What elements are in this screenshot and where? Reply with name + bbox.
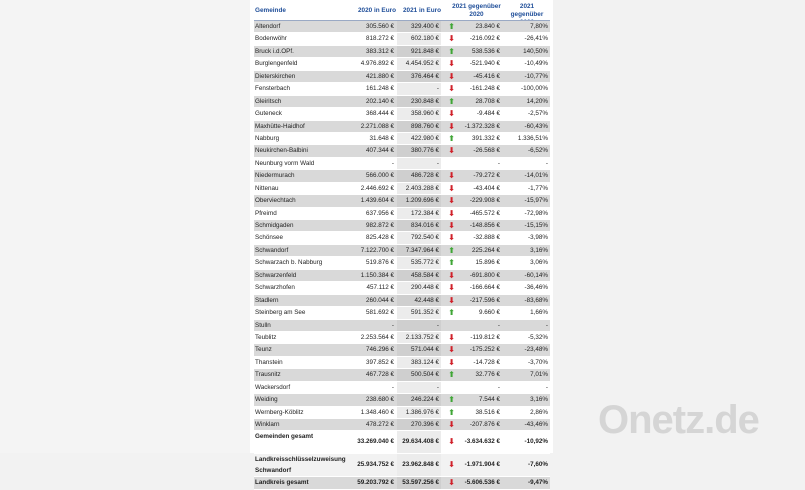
cell-diff: -43.404 € xyxy=(473,184,500,192)
cell-2020: 2.271.088 € xyxy=(360,122,394,130)
cell-2020: 637.956 € xyxy=(365,209,394,217)
cell-2020: 383.312 € xyxy=(365,47,394,55)
table-row xyxy=(254,320,550,332)
header-2020: 2020 in Euro xyxy=(357,7,396,14)
table-row xyxy=(254,220,550,232)
right-margin xyxy=(553,0,805,453)
table-row xyxy=(254,245,550,257)
cell-pct: 1,66% xyxy=(530,309,548,317)
cell-name: Teunz xyxy=(255,346,272,354)
cell-diff: -217.596 € xyxy=(469,296,500,304)
cell-2021: 602.180 € xyxy=(410,35,439,43)
cell-pct: -15,97% xyxy=(524,197,548,205)
cell-name: Wernberg-Köblitz xyxy=(255,408,304,416)
cell-2020: 2.253.564 € xyxy=(360,333,394,341)
cell-diff: -26.568 € xyxy=(473,147,500,155)
cell-pct: -60,43% xyxy=(524,122,548,130)
cell-pct: -10,92% xyxy=(524,438,548,446)
cell-2020: 305.560 € xyxy=(365,23,394,30)
arrow-down-icon: ⬇ xyxy=(448,171,455,181)
table-row xyxy=(254,477,550,489)
cell-name: Weiding xyxy=(255,396,278,404)
cell-name: Stadlern xyxy=(255,296,279,304)
cell-name: Winklarn xyxy=(255,421,280,428)
cell-pct: -43,46% xyxy=(524,421,548,428)
cell-diff: -465.572 € xyxy=(469,209,500,217)
cell-2020: 397.852 € xyxy=(365,358,394,366)
cell-2021: 383.124 € xyxy=(410,358,439,366)
cell-2020: 818.272 € xyxy=(365,35,394,43)
cell-2021: 1.209.696 € xyxy=(397,195,441,206)
cell-2021: - xyxy=(436,159,439,167)
cell-2020: 407.344 € xyxy=(365,147,394,155)
arrow-up-icon: ⬆ xyxy=(448,46,455,56)
cell-pct: 3,16% xyxy=(530,246,548,254)
cell-pct: 140,50% xyxy=(523,47,548,55)
cell-2021: 23.962.848 € xyxy=(402,461,439,469)
cell-name: Fensterbach xyxy=(255,85,291,93)
cell-diff: 391.332 € xyxy=(471,134,500,142)
cell-2020: 238.680 € xyxy=(365,396,394,404)
table-row xyxy=(254,21,550,33)
table-row xyxy=(254,407,550,419)
header-diff: 2021 gegenüber 2020 xyxy=(452,3,501,18)
table-row xyxy=(254,96,550,108)
cell-diff: -175.252 € xyxy=(469,346,500,354)
cell-2020: 1.150.384 € xyxy=(360,271,394,279)
cell-name: Landkreis gesamt xyxy=(255,479,309,487)
cell-2021: 329.400 € xyxy=(397,21,441,32)
cell-2020: 25.934.752 € xyxy=(357,461,394,469)
table-row xyxy=(254,183,550,195)
table-row xyxy=(254,158,550,170)
cell-pct: -60,14% xyxy=(524,271,548,279)
arrow-down-icon: ⬇ xyxy=(448,221,455,230)
arrow-down-icon: ⬇ xyxy=(448,357,455,367)
cell-name: Burglengenfeld xyxy=(255,60,298,68)
cell-diff: -166.664 € xyxy=(469,284,500,292)
table-row xyxy=(254,58,550,70)
arrow-up-icon: ⬆ xyxy=(448,308,455,318)
cell-name: Pfreimd xyxy=(255,209,277,217)
cell-name: Bruck i.d.OPf. xyxy=(255,47,294,55)
table-row xyxy=(254,282,550,294)
table-row xyxy=(254,33,550,45)
cell-diff: -14.728 € xyxy=(473,358,500,366)
cell-diff: -229.908 € xyxy=(469,197,500,205)
cell-2020: 59.203.792 € xyxy=(357,479,394,487)
cell-pct: -1,77% xyxy=(528,184,548,192)
cell-pct: -15,15% xyxy=(524,222,548,229)
cell-2020: 457.112 € xyxy=(366,284,394,292)
table-row xyxy=(254,357,550,369)
arrow-down-icon: ⬇ xyxy=(448,59,455,69)
cell-name: Wackersdorf xyxy=(255,383,291,391)
arrow-up-icon: ⬆ xyxy=(448,370,455,380)
cell-2020: 746.296 € xyxy=(365,346,394,354)
cell-pct: 3,06% xyxy=(530,259,548,267)
arrow-down-icon: ⬇ xyxy=(448,71,455,81)
table-row xyxy=(254,344,550,356)
cell-2020: 421.880 € xyxy=(365,72,394,80)
cell-2020: - xyxy=(391,159,394,167)
table-row xyxy=(254,145,550,157)
cell-diff: -1.971.904 € xyxy=(464,461,500,469)
table-row xyxy=(254,208,550,220)
cell-2021: 53.597.256 € xyxy=(397,477,441,488)
cell-pct: -3,98% xyxy=(528,234,548,242)
table-row xyxy=(254,382,550,394)
cell-2021: 1.386.976 € xyxy=(405,408,439,416)
cell-name: Maxhütte-Haidhof xyxy=(255,122,305,130)
table-header xyxy=(254,2,550,20)
cell-name: Nabburg xyxy=(255,134,280,142)
cell-2020: 478.272 € xyxy=(365,421,394,428)
cell-2020: - xyxy=(391,383,394,391)
cell-2020: 4.976.892 € xyxy=(360,60,394,68)
table-row xyxy=(254,170,550,182)
cell-name: Altendorf xyxy=(255,23,281,30)
arrow-down-icon: ⬇ xyxy=(448,345,455,355)
arrow-down-icon: ⬇ xyxy=(448,208,455,218)
arrow-up-icon: ⬆ xyxy=(448,245,455,255)
cell-2021: 898.760 € xyxy=(397,121,441,132)
cell-2021: - xyxy=(436,383,439,391)
cell-diff: 225.264 € xyxy=(471,246,500,254)
cell-pct: -23,48% xyxy=(524,346,548,354)
cell-2021: - xyxy=(397,320,441,331)
arrow-up-icon: ⬆ xyxy=(448,258,455,268)
cell-diff: 23.840 € xyxy=(475,23,500,30)
cell-pct: - xyxy=(545,383,548,391)
arrow-down-icon: ⬇ xyxy=(448,332,455,342)
arrow-down-icon: ⬇ xyxy=(448,283,455,293)
table-row xyxy=(254,270,550,282)
cell-name: Dieterskirchen xyxy=(255,72,296,80)
cell-2021: 290.448 € xyxy=(410,284,439,292)
cell-diff: -9.484 € xyxy=(476,110,500,118)
cell-2021: 834.016 € xyxy=(397,220,441,231)
cell-diff: 7.544 € xyxy=(478,396,500,404)
cell-name: Schwarzenfeld xyxy=(255,271,297,279)
cell-pct: 7,01% xyxy=(530,371,548,379)
cell-diff: 38.516 € xyxy=(475,408,500,416)
table-row xyxy=(254,307,550,319)
cell-2021: 792.540 € xyxy=(410,234,439,242)
table-row xyxy=(254,71,550,83)
cell-name: Neunburg vorm Wald xyxy=(255,159,315,167)
arrow-down-icon: ⬇ xyxy=(448,295,455,305)
cell-2021: 42.448 € xyxy=(397,295,441,306)
cell-2021: 230.848 € xyxy=(397,96,441,107)
header-2021: 2021 in Euro xyxy=(402,7,441,14)
cell-name: Oberviechtach xyxy=(255,197,296,205)
cell-pct: -10,49% xyxy=(524,60,548,68)
cell-2020: 519.876 € xyxy=(365,259,394,267)
table-row xyxy=(254,83,550,95)
arrow-down-icon: ⬇ xyxy=(448,34,455,44)
header-gemeinde: Gemeinde xyxy=(255,7,286,14)
table-row xyxy=(254,232,550,244)
cell-pct: 1.336,51% xyxy=(517,134,548,142)
cell-2020: 1.439.604 € xyxy=(360,197,394,205)
cell-diff: 28.708 € xyxy=(475,97,500,105)
cell-diff: 32.776 € xyxy=(475,371,500,379)
table-row xyxy=(254,295,550,307)
header-pct: 2021 gegenüber xyxy=(510,3,544,18)
cell-pct: 2,86% xyxy=(530,408,548,416)
arrow-up-icon: ⬆ xyxy=(448,22,455,31)
cell-diff: -148.856 € xyxy=(469,222,500,229)
arrow-down-icon: ⬇ xyxy=(448,270,455,280)
cell-2021: 29.634.408 € xyxy=(402,438,439,446)
cell-2020: - xyxy=(391,321,394,329)
cell-name: Schwandorf xyxy=(255,246,289,254)
arrow-down-icon: ⬇ xyxy=(448,183,455,193)
cell-pct: -7,60% xyxy=(528,461,548,469)
arrow-down-icon: ⬇ xyxy=(448,121,455,131)
cell-2020: 368.444 € xyxy=(365,110,394,118)
cell-2021: 458.584 € xyxy=(397,270,441,281)
cell-name: Schwarzach b. Nabburg xyxy=(255,259,323,267)
table-row xyxy=(254,46,550,58)
cell-2021: 535.772 € xyxy=(410,259,439,267)
arrow-down-icon: ⬇ xyxy=(448,420,455,429)
cell-diff: -161.248 € xyxy=(469,85,500,93)
table-sheet xyxy=(250,0,553,488)
cell-pct: -83,68% xyxy=(524,296,548,304)
cell-name: Gleiritsch xyxy=(255,97,282,105)
cell-2021: 921.848 € xyxy=(397,46,441,57)
cell-2020: 982.872 € xyxy=(365,222,394,229)
cell-name: Thanstein xyxy=(255,358,283,366)
table-body xyxy=(254,21,550,490)
cell-pct: 7,80% xyxy=(530,23,548,30)
cell-pct: -14,01% xyxy=(524,172,548,180)
cell-2021: 422.980 € xyxy=(410,134,439,142)
cell-pct: -2,57% xyxy=(528,110,548,118)
cell-2020: 581.692 € xyxy=(365,309,394,317)
cell-name: Stulln xyxy=(255,321,271,329)
cell-2021: 376.464 € xyxy=(397,71,441,82)
table-row xyxy=(254,394,550,406)
arrow-down-icon: ⬇ xyxy=(448,478,455,488)
left-margin xyxy=(0,0,250,453)
cell-pct: -6,52% xyxy=(528,147,548,155)
table-row xyxy=(254,121,550,133)
cell-diff: 538.536 € xyxy=(471,47,500,55)
cell-pct: 3,16% xyxy=(530,396,548,404)
cell-name: Landkreisschlüsselzuweisung Schwandorf xyxy=(255,456,346,475)
cell-2021: 380.776 € xyxy=(397,145,441,156)
cell-2020: 31.648 € xyxy=(369,134,394,142)
arrow-up-icon: ⬆ xyxy=(448,96,455,106)
arrow-down-icon: ⬇ xyxy=(448,84,455,94)
cell-2020: 825.428 € xyxy=(365,234,394,242)
table-row xyxy=(254,419,550,431)
cell-2020: 161.248 € xyxy=(365,85,394,93)
cell-diff: -521.940 € xyxy=(469,60,500,68)
arrow-down-icon: ⬇ xyxy=(448,460,455,470)
arrow-down-icon: ⬇ xyxy=(448,233,455,243)
cell-name: Nittenau xyxy=(255,184,279,192)
watermark-logo: Onetz.de xyxy=(598,398,759,442)
cell-name: Schwarzhofen xyxy=(255,284,295,292)
cell-2021: 172.384 € xyxy=(410,209,439,217)
table-row xyxy=(254,369,550,381)
cell-pct: -26,41% xyxy=(524,35,548,43)
cell-2021: 358.960 € xyxy=(410,110,439,118)
cell-diff: -45.416 € xyxy=(473,72,500,80)
cell-2021: 2.133.752 € xyxy=(405,333,439,341)
cell-2020: 566.000 € xyxy=(365,172,394,180)
cell-diff: - xyxy=(497,383,500,391)
cell-pct: -3,70% xyxy=(528,358,548,366)
cell-diff: 9.660 € xyxy=(478,309,500,317)
cell-2021: 571.044 € xyxy=(397,344,441,355)
arrow-up-icon: ⬆ xyxy=(448,395,455,405)
cell-name: Guteneck xyxy=(255,110,282,118)
cell-diff: -119.812 € xyxy=(470,333,500,341)
cell-2021: 2.403.288 € xyxy=(405,184,439,192)
cell-name: Trausnitz xyxy=(255,371,281,379)
cell-2021: - xyxy=(436,85,439,93)
arrow-up-icon: ⬆ xyxy=(448,133,455,143)
cell-2021: 246.224 € xyxy=(397,394,441,405)
cell-name: Bodenwöhr xyxy=(255,35,287,43)
cell-diff: -32.888 € xyxy=(473,234,500,242)
cell-pct: -100,00% xyxy=(521,85,548,93)
arrow-down-icon: ⬇ xyxy=(448,146,455,156)
cell-2021: 500.504 € xyxy=(397,369,441,380)
cell-2020: 260.044 € xyxy=(365,296,394,304)
cell-2021: 270.396 € xyxy=(397,419,441,430)
cell-pct: -36,46% xyxy=(524,284,548,292)
cell-2020: 7.122.700 € xyxy=(360,246,394,254)
cell-name: Steinberg am See xyxy=(255,309,306,317)
cell-2020: 2.446.692 € xyxy=(360,184,394,192)
cell-diff: -5.606.536 € xyxy=(464,479,500,487)
cell-2020: 202.140 € xyxy=(365,97,394,105)
table-row xyxy=(254,108,550,120)
cell-name: Schmidgaden xyxy=(255,222,294,229)
cell-diff: - xyxy=(497,321,500,329)
cell-2021: 591.352 € xyxy=(410,309,439,317)
arrow-down-icon: ⬇ xyxy=(448,437,455,447)
cell-pct: - xyxy=(545,159,548,167)
cell-pct: 14,20% xyxy=(526,97,548,105)
cell-2021: 4.454.952 € xyxy=(405,60,439,68)
cell-diff: - xyxy=(497,159,500,167)
cell-name: Niedermurach xyxy=(255,172,295,180)
cell-name: Teublitz xyxy=(255,333,277,341)
table-row xyxy=(254,133,550,145)
cell-2021: 7.347.964 € xyxy=(397,245,441,256)
cell-name: Schönsee xyxy=(255,234,284,242)
cell-diff: -691.800 € xyxy=(469,271,500,279)
cell-2020: 467.728 € xyxy=(365,371,394,379)
table-row xyxy=(254,195,550,207)
cell-name: Neukirchen-Balbini xyxy=(255,147,308,155)
cell-2020: 1.348.460 € xyxy=(360,408,394,416)
arrow-down-icon: ⬇ xyxy=(448,109,455,119)
cell-pct: -10,77% xyxy=(524,72,548,80)
cell-name: Gemeinden gesamt xyxy=(255,433,314,441)
cell-diff: -1.372.328 € xyxy=(464,122,500,130)
cell-2021: 486.728 € xyxy=(397,170,441,181)
cell-pct: -5,32% xyxy=(528,333,548,341)
cell-pct: -9,47% xyxy=(528,479,548,487)
cell-diff: -216.092 € xyxy=(469,35,500,43)
cell-pct: - xyxy=(545,321,548,329)
table-row xyxy=(254,257,550,269)
cell-diff: 15.896 € xyxy=(475,259,500,267)
cell-diff: -207.876 € xyxy=(469,421,500,428)
arrow-up-icon: ⬆ xyxy=(448,407,455,417)
table-row xyxy=(254,431,550,454)
cell-diff: -3.634.632 € xyxy=(464,438,500,446)
cell-diff: -79.272 € xyxy=(473,172,500,180)
table-row xyxy=(254,332,550,344)
arrow-down-icon: ⬇ xyxy=(448,196,455,206)
cell-pct: -72,98% xyxy=(524,209,548,217)
cell-2020: 33.269.040 € xyxy=(357,438,394,446)
table-row xyxy=(254,454,550,477)
